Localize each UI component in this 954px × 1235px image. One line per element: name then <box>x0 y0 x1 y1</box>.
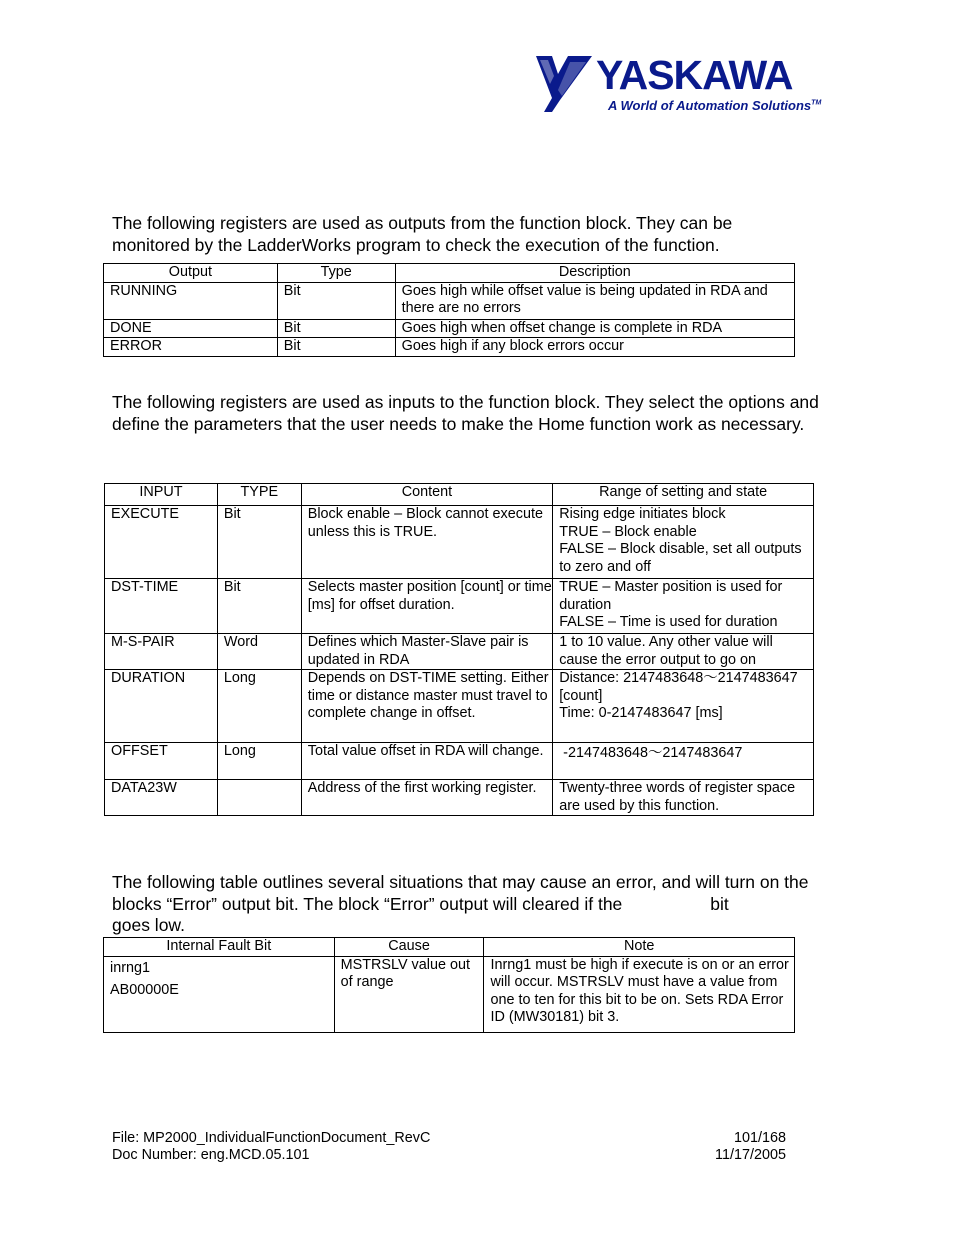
footer-file: File: MP2000_IndividualFunctionDocument_RevC <box>112 1130 431 1146</box>
cell-type: Word <box>217 634 301 670</box>
cell-range: Twenty-three words of register space are used by this function. <box>553 780 814 816</box>
outputs-intro: The following registers are used as outputs from the function block. They can be monitored by the LadderWorks program to check the execution of the function. <box>112 213 733 255</box>
cell-content: Total value offset in RDA will change. <box>301 743 552 780</box>
cell-type: Bit <box>217 579 301 634</box>
table-row <box>105 506 814 579</box>
cell-type: Bit <box>217 506 301 579</box>
cell-input: OFFSET <box>105 743 218 780</box>
cell-type: Bit <box>277 319 395 338</box>
logo-tagline-text: A World of Automation Solutions <box>608 98 812 113</box>
errors-intro-end: goes low. <box>112 915 185 935</box>
table-header-row <box>105 484 814 506</box>
cell-fault-bit: inrng1 AB00000E <box>104 956 335 1032</box>
outputs-table <box>103 263 795 357</box>
cell-output: RUNNING <box>104 282 278 319</box>
logo-tagline <box>608 98 821 113</box>
table-row <box>105 780 814 816</box>
yaskawa-swoosh-icon <box>530 54 594 114</box>
cell-cause: MSTRSLV value out of range <box>334 956 484 1032</box>
cell-range: Rising edge initiates block TRUE – Block enable FALSE – Block disable, set all outputs to zero and off <box>553 506 814 579</box>
table-row <box>105 743 814 780</box>
col-header-fault-bit: Internal Fault Bit <box>104 938 335 957</box>
cell-range: Distance: 2147483648～2147483647 [count] Time: 0-2147483647 [ms] <box>553 670 814 743</box>
cell-type: Bit <box>277 338 395 357</box>
cell-content: Defines which Master-Slave pair is updated in RDA <box>301 634 552 670</box>
yaskawa-logo <box>530 50 825 120</box>
cell-description: Goes high if any block errors occur <box>395 338 794 357</box>
col-header-output: Output <box>104 264 278 283</box>
col-header-range: Range of setting and state <box>553 484 814 506</box>
cell-input: EXECUTE <box>105 506 218 579</box>
cell-range: -2147483648～2147483647 <box>553 743 814 780</box>
errors-intro-bit: bit <box>710 893 729 914</box>
footer-page: 101/168 <box>733 1130 786 1146</box>
cell-content: Selects master position [count] or time [ms] for offset duration. <box>301 579 552 634</box>
footer-right <box>660 1130 786 1164</box>
inputs-table <box>104 483 814 816</box>
table-header-row <box>104 264 795 283</box>
cell-type <box>217 780 301 816</box>
cell-content: Address of the first working register. <box>301 780 552 816</box>
cell-content: Depends on DST-TIME setting. Either time or distance master must travel to complete change in offset. <box>301 670 552 743</box>
inputs-intro: The following registers are used as inputs to the function block. They select the options and define the parameters that the user needs to make the Home function work as necessary. <box>112 392 819 434</box>
trademark: TM <box>811 99 822 107</box>
footer-date: 11/17/2005 <box>715 1147 786 1163</box>
errors-intro <box>112 872 852 937</box>
col-header-note: Note <box>484 938 795 957</box>
table-row <box>104 956 795 1032</box>
col-header-cause: Cause <box>334 938 484 957</box>
cell-input: DST-TIME <box>105 579 218 634</box>
logo-brand: YASKAWA <box>596 52 793 98</box>
cell-input: M-S-PAIR <box>105 634 218 670</box>
table-header-row <box>104 938 795 957</box>
cell-content: Block enable – Block cannot execute unless this is TRUE. <box>301 506 552 579</box>
col-header-input: INPUT <box>105 484 218 506</box>
cell-output: DONE <box>104 319 278 338</box>
cell-description: Goes high when offset change is complete in RDA <box>395 319 794 338</box>
col-header-type: Type <box>277 264 395 283</box>
cell-description: Goes high while offset value is being updated in RDA and there are no errors <box>395 282 794 319</box>
table-row <box>104 338 795 357</box>
footer-doc-number: Doc Number: eng.MCD.05.101 <box>112 1147 310 1163</box>
col-header-content: Content <box>301 484 552 506</box>
col-header-description: Description <box>395 264 794 283</box>
table-row <box>104 319 795 338</box>
cell-output: ERROR <box>104 338 278 357</box>
footer-left <box>112 1130 430 1164</box>
table-row <box>105 634 814 670</box>
errors-intro-main: The following table outlines several situations that may cause an error, and will turn on the blocks “Error” output bit. The block “Error” output will cleared if the <box>112 872 809 914</box>
cell-note: Inrng1 must be high if execute is on or an error will occur. MSTRSLV must have a value from one to ten for this bit to be on. Sets RDA Error ID (MW30181) bit 3. <box>484 956 795 1032</box>
table-row <box>105 579 814 634</box>
cell-input: DATA23W <box>105 780 218 816</box>
cell-input: DURATION <box>105 670 218 743</box>
cell-type: Long <box>217 670 301 743</box>
col-header-type: TYPE <box>217 484 301 506</box>
cell-type: Bit <box>277 282 395 319</box>
cell-range: TRUE – Master position is used for duration FALSE – Time is used for duration <box>553 579 814 634</box>
cell-range: 1 to 10 value. Any other value will cause the error output to go on <box>553 634 814 670</box>
table-row <box>104 282 795 319</box>
table-row <box>105 670 814 743</box>
errors-table <box>103 937 795 1033</box>
cell-type: Long <box>217 743 301 780</box>
